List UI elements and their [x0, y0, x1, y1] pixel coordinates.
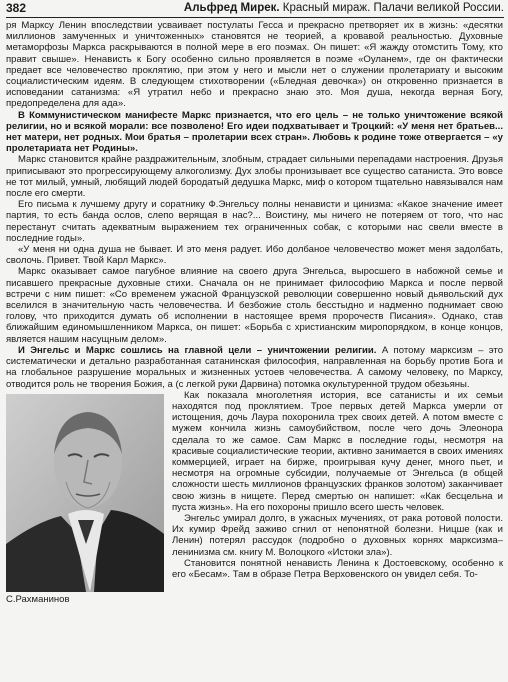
paragraph	[6, 244, 503, 266]
running-title	[184, 0, 504, 16]
paragraph	[6, 199, 503, 244]
photo-caption: С.Рахманинов	[6, 593, 70, 605]
text-run: ря Марксу Ленин впоследствии усваивает постулаты Гесса и прекрасно претворяет их в жизнь: «десятки миллионов замученных и уничтоженных» становятся не теорией, а кровавой реальностью. Духовные метаморфозы Маркса раскрываются в полной мере в его поэмах. Он пишет: «Я жажду отомстить Тому, кто правит свыше». Ненависть к Богу особенно сильно проявляется в поэме «Оуланем», где он фактически предает все человечество проклятию, при этом у него и мысли нет о служении пролетариату и высоким социалистическим идеям. В следующем стихотворении («Бледная девочка») он откровенно признается в исповедании сатанизма: «Я утратил небо и прекрасно знаю это. Моя душа, некогда верная Богу, предопределена для ада».	[6, 20, 503, 110]
text-run: Становится понятной ненависть Ленина к Достоевскому, особенно к его «Бесам». Там в образе Петра Верховенского он увидел себя. То-	[172, 557, 503, 580]
text-run: А потому марксизм – это систематически и детально разработанная сатанинская философия, направленная на борьбу против Бога и на глобальное разрушение моральных и жизненных устоев человечества. А самому человеку, по Марксу, отводится роль не творения Божия, а (с легкой руки Дарвина) потомка окультуренной трудом обезьяны.	[6, 344, 503, 390]
bold-text: В Коммунистическом манифесте Маркс признается, что его цель – не только уничтожение всякой религии, но и всякой морали: все позволено! Его идеи подхватывает и Троцкий: «У меня нет братьев... нет матери, нет родных. Мои братья – пролетарии всех стран». Любовь к родине тоже отвергается – «у пролетариата нет Родины».	[6, 109, 503, 155]
text-run: Его письма к лучшему другу и соратнику Ф.Энгельсу полны ненависти и цинизма: «Какое значение имеет партия, то есть банда ослов, слепо верящая в нас?... Воистину, мы ничего не потеряем от того, что нас перестанут считать адекватным выражением тех ограниченных собак, с которыми нас свели вместе в последние годы».	[6, 199, 503, 244]
paragraph	[6, 110, 503, 155]
text-run: Маркс становится крайне раздражительным, злобным, страдает сильными перепадами настроения. Друзья приписывают это прогрессирующему алкоголизму. Дух злобы пронизывает все существо сатаниста. Это вовсе не тот милый, умный, любящий людей бородатый дедушка Маркс, миф о котором тщательно навязывался нам после его смерти.	[6, 154, 503, 200]
paragraph	[6, 20, 503, 110]
photo-figure	[6, 394, 164, 607]
text-run: «У меня ни одна душа не бывает. И это меня радует. Ибо долбаное человечество может меня задолбать, сволочь. Привет. Твой Карл Маркс».	[6, 244, 503, 267]
text-run: Энгельс умирал долго, в ужасных мучениях, от рака ротовой полости. Их кумир Фрейд заживо сгнил от непонятной болезни. Ницше (как и Ленин) потерял рассудок (подробно о духовных корнях марксизма–ленинизма см. книгу М. Волоцкого «Истоки зла»).	[172, 512, 503, 558]
paragraph	[6, 154, 503, 199]
text-run: Как показала многолетняя история, все сатанисты и их семьи находятся под проклятием. Трое первых детей Маркса умерли от истощения, дочь Лаура похоронила трех своих детей. А потом вместе с мужем кончила жизнь самоубийством, после чего дочь Элеонора сделала то же самое. Сам Маркс в последние годы, несмотря на красивые социалистические теории, активно занимается в своих имениях коммерцией, играет на бирже, проигрывая кучу денег, много пьет, и несмотря на огромные субсидии, получаемые от Энгельса (в общей сложности шесть миллионов французских франков золотом) заканчивает свою жизнь в нищете. Перед смертью он напишет: «Как бесцельна и пуста жизнь». На его похороны пришло всего шесть человек.	[172, 389, 503, 513]
page-body	[6, 20, 503, 607]
text-run: Маркс оказывает самое пагубное влияние на своего друга Энгельса, выросшего в набожной семье и писавшего прекрасные духовные стихи. Сначала он не принимает философию Маркса и после первой встречи с ним пишет: «Со временем ужасной Французской революции совершенно новый дьявольский дух вселился в значительную часть человечества. И безбожие столь бесстыдно и надменно поднимает свою голову, что приходится думать об исполнении в настоящее время пророчеств Писания». Однако, став ближайшим единомышленником Маркса, он пишет: «Борьба с христианским миропорядком, в конце концов, является нашим насущным делом».	[6, 266, 503, 345]
paragraph	[6, 266, 503, 344]
bold-text: И Энгельс и Маркс сошлись на главной цели – уничтожении религии.	[18, 344, 377, 356]
paragraph	[6, 345, 503, 390]
page-number: 382	[6, 1, 27, 15]
header-author: Альфред Мирек.	[183, 2, 280, 14]
running-header	[6, 0, 504, 18]
rachmaninov-photo	[6, 394, 164, 592]
paragraphs-top	[6, 20, 503, 390]
header-title: Красный мираж. Палачи великой России.	[282, 2, 504, 14]
